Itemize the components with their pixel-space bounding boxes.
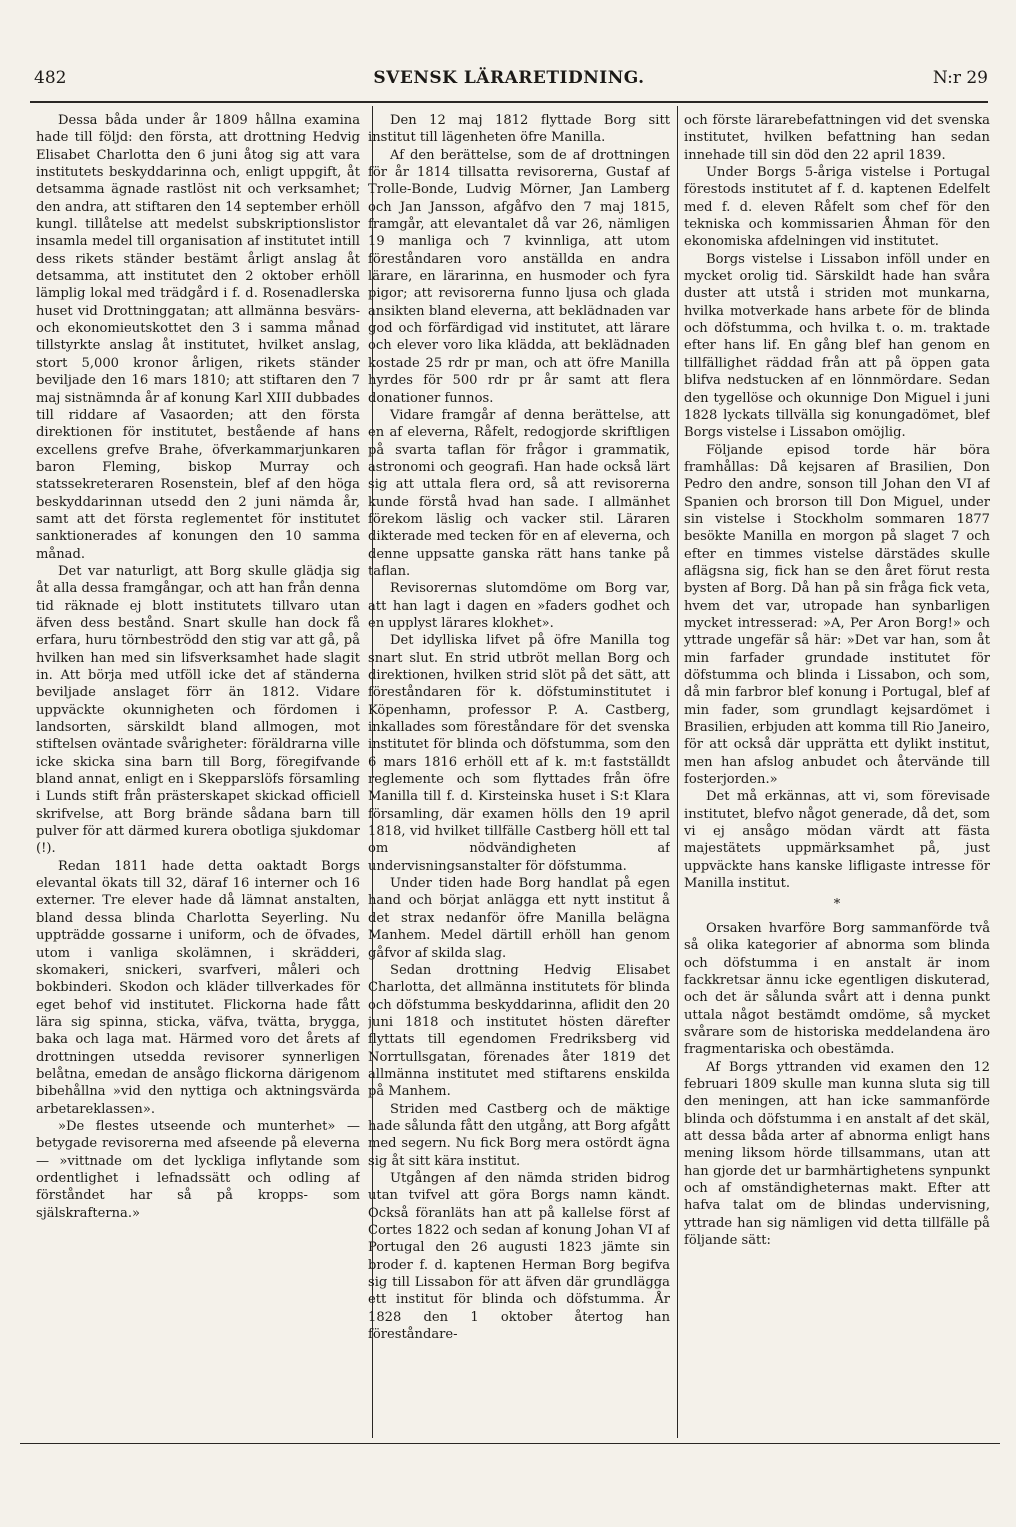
paragraph: Revisorernas slutomdöme om Borg var, att han lagt i dagen en »faders godhet och en upplyst lärares klokhet». <box>368 581 670 631</box>
page-number: 482 <box>34 68 67 88</box>
paragraph: Af den berättelse, som de af drottningen för år 1814 tillsatta revisorerna, Gustaf af Trolle-Bonde, Ludvig Mörner, Jan Lamberg och Jan Jansson, afgåfvo den 7 maj 1815, framgår, att elevantalet då var 26, nämligen 19 manliga och 7 kvinnliga, att utom föreståndaren voro anställda en andra lärare, en lärarinna, en husmoder och fyra pigor; att revisorerna funno ljusa och glada ansikten bland eleverna, att beklädnaden var god och förfärdigad vid institutet, att lärare och elever voro lika klädda, att beklädnaden kostade 25 rdr pr man, och att öfre Manilla hyrdes för 500 rdr pr år samt att flera donationer funnos. <box>368 147 670 406</box>
column-divider <box>677 106 678 1438</box>
issue-number: N:r 29 <box>932 68 988 88</box>
paragraph: Under Borgs 5-åriga vistelse i Portugal förestods institutet af f. d. kaptenen Edelfelt med f. d. eleven Råfelt som chef för den tekniska och kommissarien Åhman för den ekonomiska afdelningen vid institutet. <box>684 165 990 250</box>
paragraph: Striden med Castberg och de mäktige hade sålunda fått den utgång, att Borg afgått med segern. Nu fick Borg mera ostördt ägna sig åt sitt kära institut. <box>368 1101 670 1169</box>
paragraph: Det var naturligt, att Borg skulle glädja sig åt alla dessa framgångar, och att han från denna tid räknade ej blott institutets tillvaro utan äfven dess bestånd. Snart skulle han dock få erfara, huru törnbeströdd den stig var att gå, på hvilken han med sin lifsverksamhet hade slagit in. Att börja med utföll icke det af ständerna beviljade anslaget förr än 1812. Vidare uppväckte okunnigheten och fördomen i landsorten, särskildt bland allmogen, mot stiftelsen oväntade svårigheter: föräldrarna ville icke skicka sina barn till Borg, föregifvande bland annat, enligt en i Skepparslöfs församling i Lunds stift från prästerskapet skickad officiell skrifvelse, att Borg brände sådana barn till pulver för att därmed kurera obotliga sjukdomar (!). <box>36 563 360 857</box>
paragraph: Det idylliska lifvet på öfre Manilla tog snart slut. En strid utbröt mellan Borg och direktionen, hvilken strid slöt på det sätt, att föreståndaren för k. döfstuminstitutet i Köpenhamn, professor P. A. Castberg, inkallades som föreståndare för det svenska institutet för blinda och döfstumma, som den 6 mars 1816 erhöll ett af k. m:t fastställdt reglemente och som flyttades från öfre Manilla till f. d. Kirsteinska huset i S:t Klara församling, där examen hölls den 19 april 1818, vid hvilket tillfälle Castberg höll ett tal om nödvändigheten af undervisningsanstalter för döfstumma. <box>368 633 670 874</box>
paragraph: »De flestes utseende och munterhet» — betygade revisorerna med afseende på eleverna — »vittnade om det lyckliga inflytande som ordentlighet i lefnadssätt och odling af förståndet har så på kropps- som själskrafterna.» <box>36 1118 360 1221</box>
paragraph: Utgången af den nämda striden bidrog utan tvifvel att göra Borgs namn kändt. Också föranläts han att på kallelse först af Cortes 1822 och sedan af konung Johan VI af Portugal den 26 augusti 1823 jämte sin broder f. d. kaptenen Herman Borg begifva sig till Lissabon för att äfven där grundlägga ett institut för blinda och döfstumma. År 1828 den 1 oktober återtog han föreståndare- <box>368 1170 670 1343</box>
paragraph: Den 12 maj 1812 flyttade Borg sitt institut till lägenheten öfre Manilla. <box>368 113 670 146</box>
paragraph: Dessa båda under år 1809 hållna examina hade till följd: den första, att drottning Hedvig Elisabet Charlotta den 6 juni åtog sig att vara institutets beskyddarinna och, enligt uppgift, åt detsamma ägnade rastlöst nit och verksamhet; den andra, att stiftaren den 14 september erhöll kungl. tillåtelse att medelst subskriptionslistor insamla medel till organisation af institutet intill dess rikets ständer bestämt årligt anslag åt detsamma, att institutet den 2 oktober erhöll lämplig lokal med trädgård i f. d. Rosenadlerska huset vid Drottninggatan; att allmänna besvärs- och ekonomieutskottet den 3 i samma månad tillstyrkte anslag åt institutet, hvilket anslag, stort 5,000 kronor årligen, rikets ständer beviljade den 16 mars 1810; att stiftaren den 7 maj sistnämnda år af konung Karl XIII dubbades till riddare af Vasaorden; att den första direktionen för institutet, bestående af hans excellens grefve Brahe, öfverkammarjunkaren baron Fleming, biskop Murray och statssekreteraren Rosenstein, blef af den höga beskyddarinnan utsedd den 2 juni nämda år, samt att det första reglementet för institutet sanktionerades af konungen den 10 samma månad. <box>36 113 360 562</box>
column-3 <box>684 112 990 1438</box>
paragraph: Redan 1811 hade detta oaktadt Borgs elevantal ökats till 32, däraf 16 interner och 16 externer. Tre elever hade då lämnat anstalten, bland dessa blinda Charlotta Seyerling. Nu uppträdde gossarne i uniform, och de öfvades, utom i vanliga skolämnen, i skrädderi, skomakeri, snickeri, svarfveri, måleri och bokbinderi. Skodon och kläder tillverkades för eget behof vid institutet. Flickorna hade fått lära sig spinna, sticka, väfva, tvätta, brygga, baka och laga mat. Härmed voro det årets af drottningen utsedda revisorer synnerligen belåtna, emedan de ansågo flickorna därigenom bibehållna »vid den nyttiga och aktningsvärda arbetareklassen». <box>36 858 360 1117</box>
footer-rule <box>20 1443 1000 1444</box>
paragraph: och förste lärarebefattningen vid det svenska institutet, hvilken befattning han sedan innehade till sin död den 22 april 1839. <box>684 113 990 163</box>
section-separator: * <box>833 897 841 913</box>
paragraph: Vidare framgår af denna berättelse, att en af eleverna, Råfelt, redogjorde skriftligen på svarta taflan för frågor i grammatik, astronomi och geografi. Han hade också lärt sig att uttala flera ord, så att revisorerna kunde förstå hvad han sade. I allmänhet förekom läslig och vacker stil. Läraren dikterade med tecken för en af eleverna, och denne uppsatte ganska rätt hans tanke på taflan. <box>368 407 670 579</box>
paragraph: Borgs vistelse i Lissabon inföll under en mycket orolig tid. Särskildt hade han svåra duster att utstå i striden mot munkarna, hvilka motverkade hans arbete för de blinda och döfstumma, och hvilka t. o. m. traktade efter hans lif. En gång blef han genom en tillfällighet räddad från att på öppen gata blifva nedstucken af en lönnmördare. Sedan den tygellöse och okunnige Don Miguel i juni 1828 lyckats tillvälla sig konungadömet, blef Borgs vistelse i Lissabon omöjlig. <box>684 251 990 441</box>
paragraph: Af Borgs yttranden vid examen den 12 februari 1809 skulle man kunna sluta sig till den meningen, att han icke sammanförde blinda och döfstumma i en anstalt af det skäl, att dessa båda arter af abnorma enligt hans mening liksom hörde tillsammans, utan att han gjorde det ur barmhärtighetens synpunkt och af omständigheternas makt. Efter att hafva talat om de blindas undervisning, yttrade han sig nämligen vid detta tillfälle på följande sätt: <box>684 1059 990 1248</box>
paragraph: Följande episod torde här böra framhållas: Då kejsaren af Brasilien, Don Pedro den andre, sonson till Johan den VI af Spanien och brorson till Don Miguel, under sin vistelse i Stockholm sommaren 1877 besökte Manilla en morgon på slaget 7 och efter en timmes vistelse därstädes skulle aflägsna sig, fick han se den året förut resta bysten af Borg. Då han på sin fråga fick veta, hvem det var, utropade han synbarligen mycket intresserad: »A, Per Aron Borg!» och yttrade ungefär så här: »Det var han, som åt min farfader grundade institutet för döfstumma och blinda i Lissabon, och som, då min farbror blef konung i Portugal, blef af min fader, som grundlagt kejsardömet i Brasilien, erbjuden att komma till Rio Janeiro, för att också där upprätta ett dylikt institut, men han afslog anbudet och återvände till fosterjorden.» <box>684 442 990 788</box>
column-1 <box>36 112 360 1438</box>
paragraph: Orsaken hvarföre Borg sammanförde två så olika kategorier af abnorma som blinda och döfstumma i en anstalt är inom fackkretsar ännu icke egentligen diskuterad, och det är sålunda svårt att i denna punkt uttala något bestämdt omdöme, så mycket svårare som de historiska meddelandena äro fragmentariska och obestämda. <box>684 920 990 1058</box>
column-2 <box>368 112 670 1438</box>
paragraph: Sedan drottning Hedvig Elisabet Charlotta, det allmänna institutets för blinda och döfstumma beskyddarinna, aflidit den 20 juni 1818 och institutet hösten därefter flyttats till egendomen Fredriksberg vid Norrtullsgatan, förenades åter 1819 det allmänna institutet med stiftarens enskilda på Manhem. <box>368 962 670 1100</box>
header-rule <box>30 101 988 103</box>
publication-title: SVENSK LÄRARETIDNING. <box>373 68 645 88</box>
page-header <box>30 62 988 98</box>
paragraph: Det må erkännas, att vi, som förevisade institutet, blefvo något generade, då det, som vi ej ansågo mödan värdt att fästa majestätets uppmärksamhet på, just uppväckte hans kanske lifligaste intresse för Manilla institut. <box>684 789 990 892</box>
paragraph: Under tiden hade Borg handlat på egen hand och börjat anlägga ett nytt institut å det strax nedanför öfre Manilla belägna Manhem. Medel därtill erhöll han genom gåfvor af skilda slag. <box>368 876 670 961</box>
